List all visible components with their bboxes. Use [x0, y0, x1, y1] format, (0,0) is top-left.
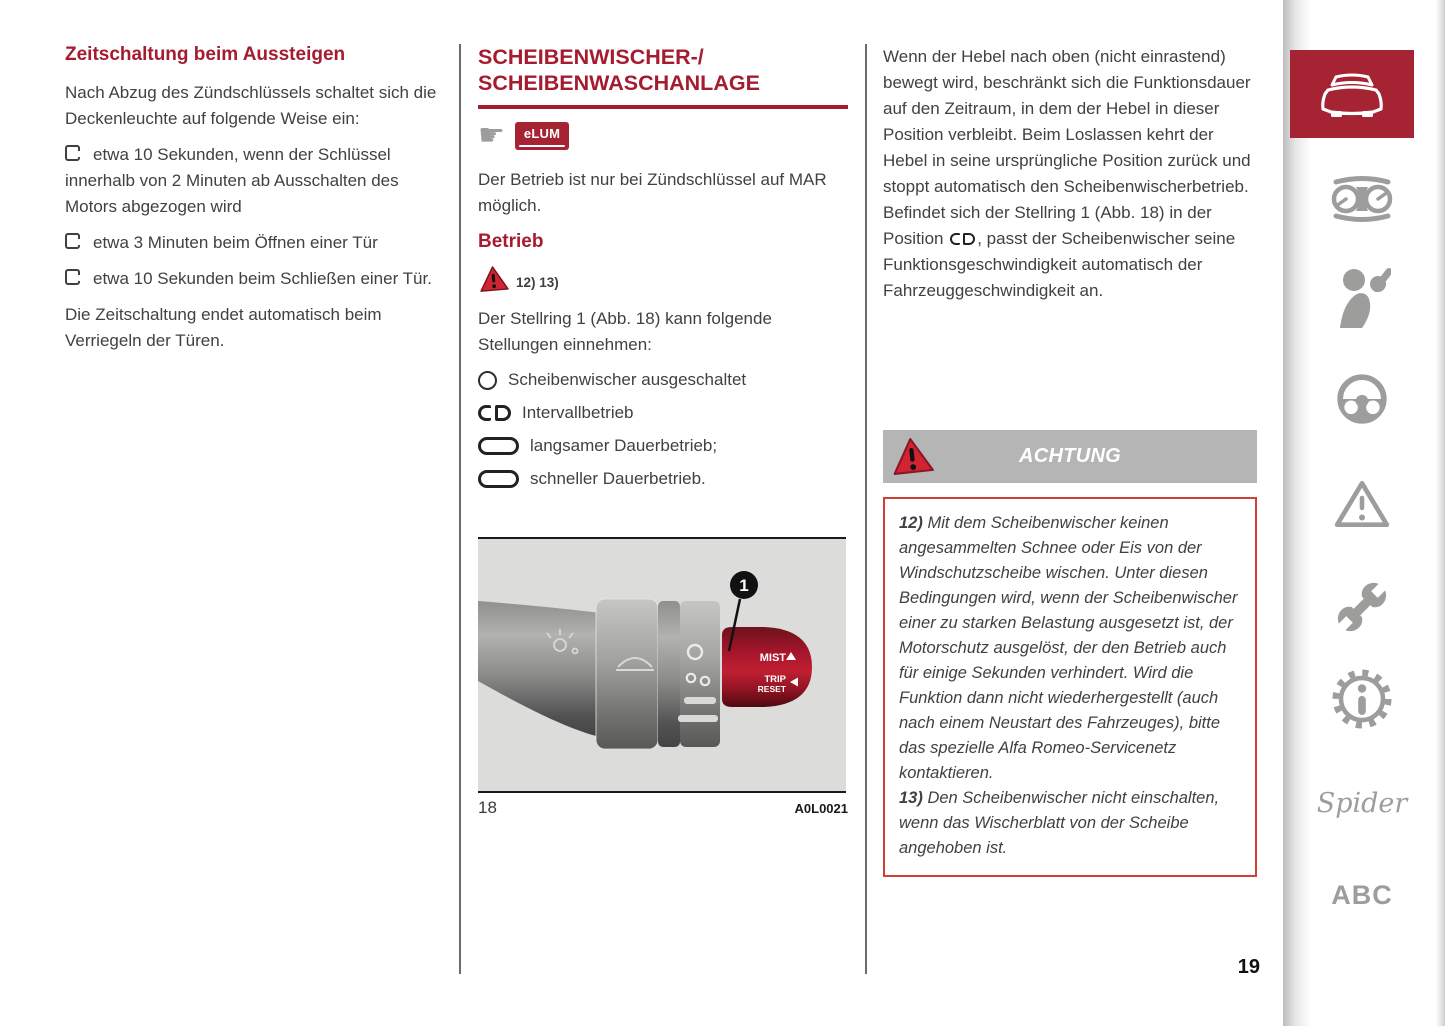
callout-number: 1: [739, 576, 749, 595]
page-right-edge-shadow: [1436, 0, 1445, 1026]
position-row: langsamer Dauerbetrieb;: [478, 434, 848, 458]
mid-intro: Der Betrieb ist nur bei Zündschlüssel auf MAR möglich.: [478, 170, 827, 216]
achtung-banner: [883, 430, 1257, 483]
sidebar-tab-maintenance[interactable]: [1322, 578, 1402, 641]
figure-code: A0L0021: [794, 801, 848, 816]
mid-body: Der Stellring 1 (Abb. 18) kann folgende Stellungen einnehmen:: [478, 309, 772, 355]
wiper-stalk-illustration: [478, 537, 846, 793]
page-curl-shadow: [1283, 0, 1311, 1026]
sidebar-tab-dashboard[interactable]: [1322, 172, 1402, 231]
wiper-stalk-drawing: [478, 539, 846, 791]
figure-caption: [478, 798, 848, 818]
info-gear-icon: [1329, 666, 1395, 732]
square-bullet-icon: [65, 269, 80, 285]
bullet-item: etwa 3 Minuten beim Öffnen einer Tür: [65, 230, 440, 256]
note-references: 12) 13): [516, 275, 559, 291]
column-divider: [865, 44, 867, 974]
pointing-hand-icon: ☛: [478, 119, 505, 153]
elum-book-icon: eLUM: [515, 122, 569, 150]
note-12: 12) Mit dem Scheibenwischer keinen angesammelten Schnee oder Eis von der Windschutzscheibe wischen. Unter diesen Bedingungen wird, wenn der Scheibenwischer einer zu starken Belastung ausgesetzt ist, der Motorschutz ausgelöst, der den Betrieb auch für einige Sekunden verhindert. Wird die Funktion dann nicht wiederhergestellt (auch nach einem Neustart des Fahrzeuges), bitte das spezielle Alfa Romeo-Servicenetz kontaktieren.: [899, 514, 1238, 782]
warning-triangle-icon: [478, 265, 509, 292]
left-intro: Nach Abzug des Zündschlüssels schaltet sich die Deckenleuchte auf folgende Weise ein:: [65, 83, 437, 128]
square-bullet-icon: [65, 233, 80, 249]
dashboard-icon: [1323, 172, 1401, 226]
figure-number: 18: [478, 798, 497, 817]
intermittent-symbol: [478, 405, 511, 421]
airbag-icon: [1333, 266, 1391, 330]
warning-notes-box: [883, 497, 1257, 877]
right-body: Wenn der Hebel nach oben (nicht einrastend) bewegt wird, beschränkt sich die Funktionsdauer auf den Zeitraum, in dem der Hebel in dieser Position verbleibt. Beim Loslassen kehrt der Hebel in seine ursprüngliche Position zurück und stoppt automatisch den Scheibenwischerbetrieb. Befindet sich der Stellring 1 (Abb. 18) in der Position , passt der Scheibenwischer seine Funktionsgeschwindigkeit automatisch der Fahrzeuggeschwindigkeit an.: [883, 47, 1251, 300]
square-bullet-icon: [65, 145, 80, 161]
note-13: 13) Den Scheibenwischer nicht einschalten, wenn das Wischerblatt von der Scheibe angehoben ist.: [899, 789, 1220, 857]
trip-label: TRIP: [764, 674, 786, 685]
reset-label: RESET: [757, 684, 786, 694]
steering-wheel-icon: [1335, 372, 1389, 426]
left-column: [65, 44, 440, 364]
wiper-off-symbol: [478, 371, 497, 390]
bullet-item: etwa 10 Sekunden, wenn der Schlüssel innerhalb von 2 Minuten ab Ausschalten des Motors abgezogen wird: [65, 145, 399, 216]
sidebar-tab-airbag[interactable]: [1322, 266, 1402, 335]
sidebar-tab-warnings[interactable]: [1322, 478, 1402, 535]
reference-icons-row: [478, 121, 848, 151]
figure-18: [478, 537, 848, 818]
position-row: Intervallbetrieb: [478, 401, 848, 425]
car-front-icon: [1319, 70, 1385, 118]
fast-continuous-symbol: [478, 470, 519, 488]
right-column: [883, 44, 1257, 857]
middle-column: [478, 44, 848, 817]
warning-triangle-outline-icon: [1333, 478, 1391, 530]
page-number: 19: [1237, 956, 1260, 978]
bullet-item: etwa 10 Sekunden beim Schließen einer Tür.: [65, 266, 440, 292]
subheading-betrieb: Betrieb: [478, 231, 544, 253]
wrench-icon: [1333, 578, 1391, 636]
slow-continuous-symbol: [478, 437, 519, 455]
warning-reference-row: [478, 265, 848, 292]
position-row: schneller Dauerbetrieb.: [478, 467, 848, 491]
column-divider: [459, 44, 461, 974]
left-outro: Die Zeitschaltung endet automatisch beim Verriegeln der Türen.: [65, 305, 382, 350]
spider-logo: Spider: [1316, 788, 1408, 819]
section-heading-zeitschaltung: Zeitschaltung beim Aussteigen: [65, 44, 346, 65]
warning-triangle-icon: [890, 435, 934, 476]
mist-label: MIST: [759, 652, 786, 664]
achtung-label: ACHTUNG: [1018, 445, 1122, 467]
sidebar-tab-steering[interactable]: [1322, 372, 1402, 431]
sidebar-tab-technical-data[interactable]: [1322, 666, 1402, 737]
sidebar-tab-car[interactable]: [1290, 50, 1414, 138]
intermittent-symbol-inline: [950, 233, 975, 245]
chapter-heading: SCHEIBENWISCHER-/ SCHEIBENWASCHANLAGE: [478, 44, 848, 109]
position-row: Scheibenwischer ausgeschaltet: [478, 368, 848, 392]
abc-index-tab[interactable]: ABC: [1331, 880, 1393, 910]
